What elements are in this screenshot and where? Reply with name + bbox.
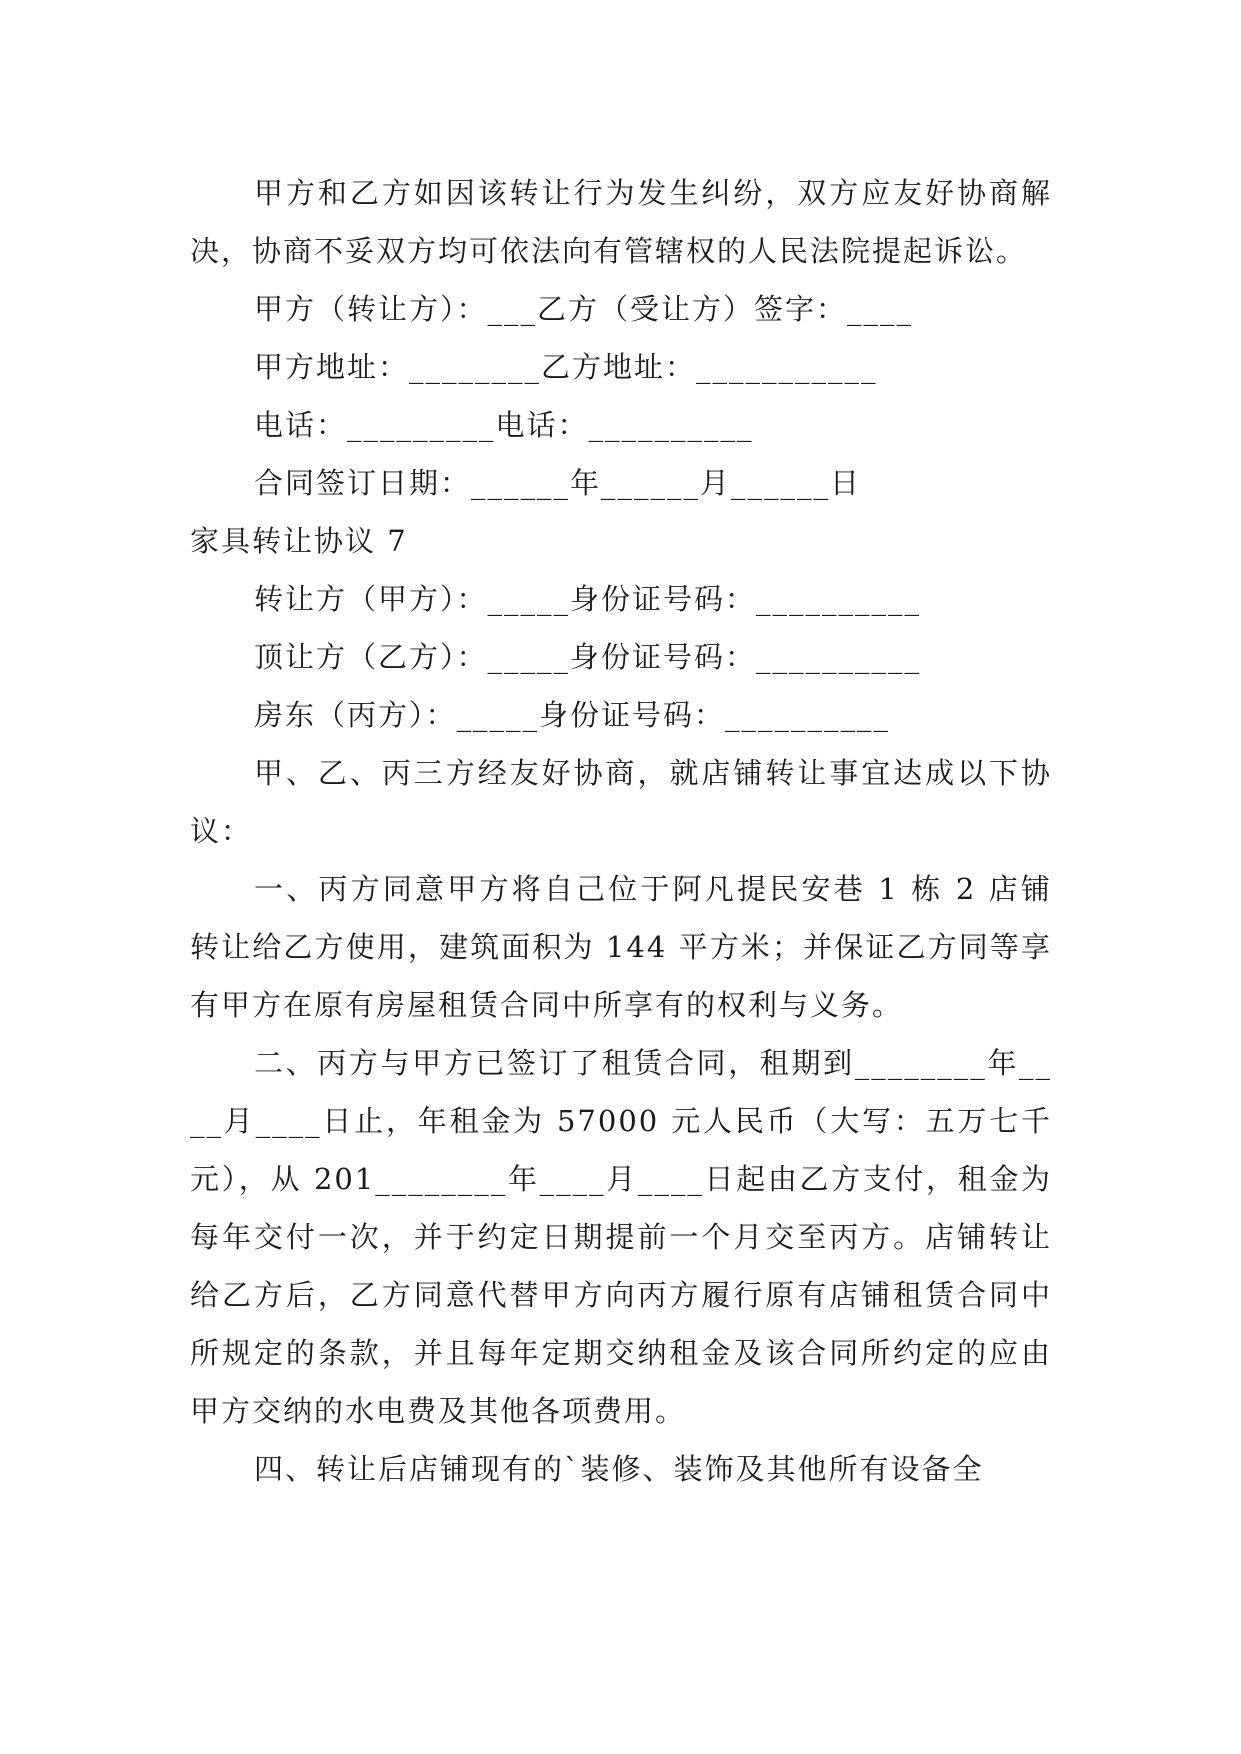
paragraph-clause-4: 四、转让后店铺现有的`装修、装饰及其他所有设备全 <box>254 1452 984 1486</box>
paragraph-agreement-intro: 甲、乙、丙三方经友好协商，就店铺转让事宜达成以下协议： <box>190 756 1052 848</box>
paragraph-sign-date: 合同签订日期：______年______月______日 <box>254 466 862 500</box>
paragraph-phones: 电话：_________电话：__________ <box>254 408 754 442</box>
section-title: 家具转让协议 7 <box>190 524 408 558</box>
paragraph-signatures: 甲方（转让方）：___乙方（受让方）签字：____ <box>254 292 914 326</box>
paragraph-clause-2: 二、丙方与甲方已签订了租赁合同，租期到________年____月____日止，年租金为 57000 元人民币（大写：五万七千元），从 201________年____月____日起由乙方支付，租金为每年交付一次，并于约定日期提前一个月交至丙方。店铺转让给乙方后，乙方同意代替甲方向丙方履行原有店铺租赁合同中所规定的条款，并且每年定期交纳租金及该合同所约定的应由甲方交纳的水电费及其他各项费用。 <box>190 1046 1052 1428</box>
paragraph-transferee: 顶让方（乙方）：_____身份证号码：__________ <box>254 640 922 674</box>
paragraph-addresses: 甲方地址：________乙方地址：___________ <box>254 350 878 384</box>
paragraph-transferor: 转让方（甲方）：_____身份证号码：__________ <box>254 582 922 616</box>
document-body <box>190 164 1052 1498</box>
paragraph-dispute-resolution: 甲方和乙方如因该转让行为发生纠纷，双方应友好协商解决，协商不妥双方均可依法向有管辖权的人民法院提起诉讼。 <box>190 176 1052 268</box>
paragraph-clause-1: 一、丙方同意甲方将自己位于阿凡提民安巷 1 栋 2 店铺转让给乙方使用，建筑面积为 144 平方米；并保证乙方同等享有甲方在原有房屋租赁合同中所享有的权利与义务。 <box>190 872 1052 1022</box>
paragraph-landlord: 房东（丙方）：_____身份证号码：__________ <box>254 698 891 732</box>
